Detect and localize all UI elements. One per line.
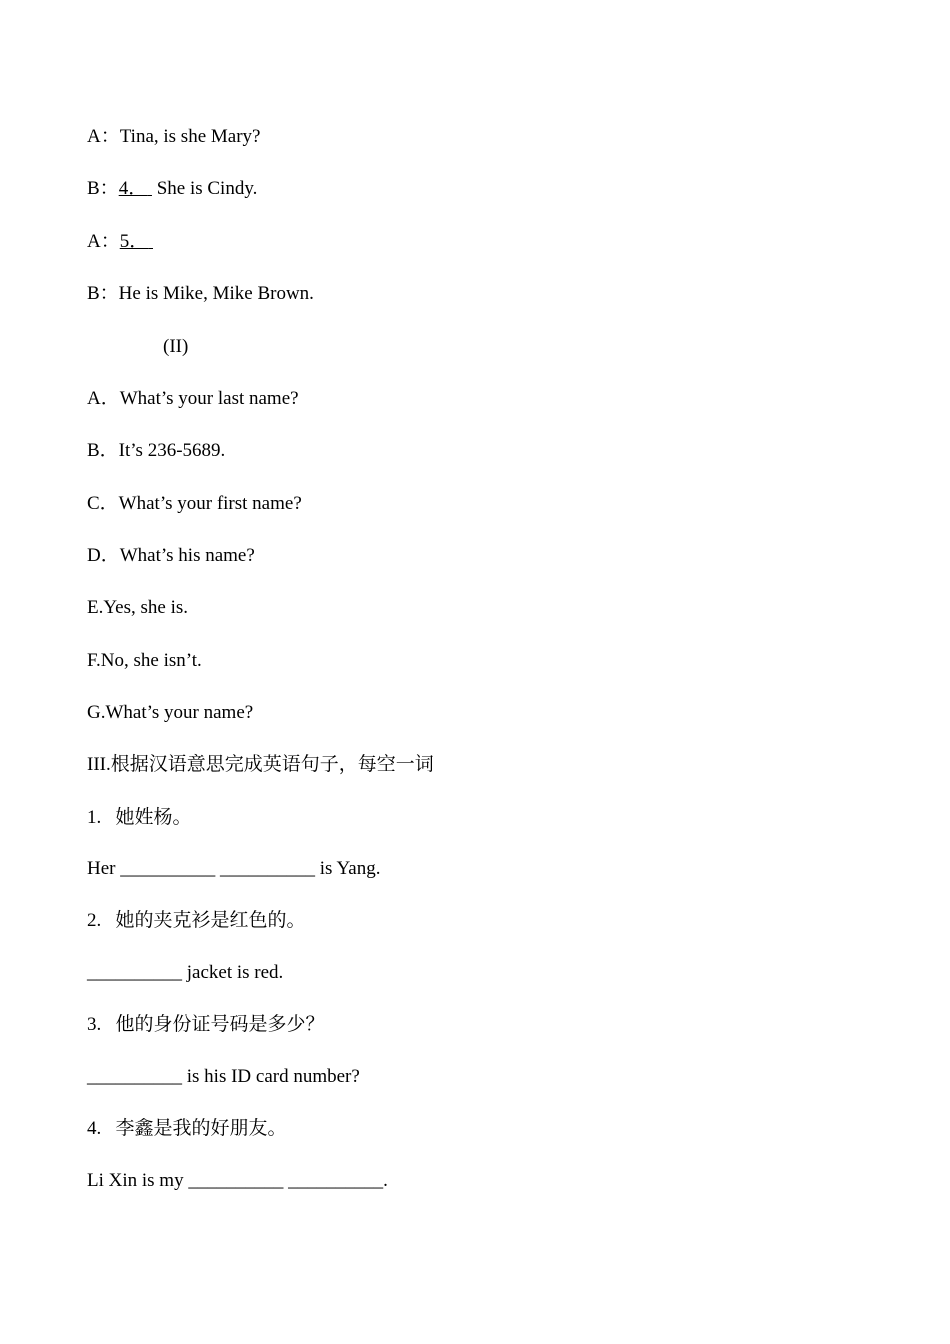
answer-blank-5: 5． — [119, 231, 149, 252]
option-d: D．What’s his name? — [87, 545, 255, 566]
dialogue-line-4: B：He is Mike, Mike Brown. — [87, 283, 314, 304]
question-3-english: __________ is his ID card number? — [87, 1066, 360, 1087]
question-2-chinese: 2. 她的夹克衫是红色的。 — [87, 910, 306, 931]
dialogue-line-2 — [87, 177, 257, 201]
section-3-title: III.根据汉语意思完成英语句子，每空一词 — [87, 754, 434, 775]
option-c: C．What’s your first name? — [87, 493, 302, 514]
option-b: B．It’s 236-5689. — [87, 440, 226, 461]
options-heading: (II) — [163, 336, 189, 357]
dialogue-line-3 — [87, 230, 153, 254]
question-4-chinese: 4. 李鑫是我的好朋友。 — [87, 1118, 287, 1139]
question-2-english: __________ jacket is red. — [87, 962, 284, 983]
question-4-english: Li Xin is my __________ __________. — [87, 1170, 388, 1191]
option-a: A．What’s your last name? — [87, 388, 299, 409]
dialogue-text: She is Cindy. — [151, 178, 258, 199]
dialogue-line-1: A：Tina, is she Mary? — [87, 126, 261, 147]
answer-blank-4: 4． — [118, 178, 148, 199]
speaker-label: A： — [87, 231, 120, 252]
speaker-label: B： — [87, 178, 119, 199]
question-1-english: Her __________ __________ is Yang. — [87, 858, 381, 879]
option-e: E.Yes, she is. — [87, 597, 189, 618]
question-1-chinese: 1. 她姓杨。 — [87, 807, 192, 828]
question-3-chinese: 3. 他的身份证号码是多少？ — [87, 1014, 325, 1035]
option-g: G.What’s your name? — [87, 702, 254, 723]
option-f: F.No, she isn’t. — [87, 650, 202, 671]
